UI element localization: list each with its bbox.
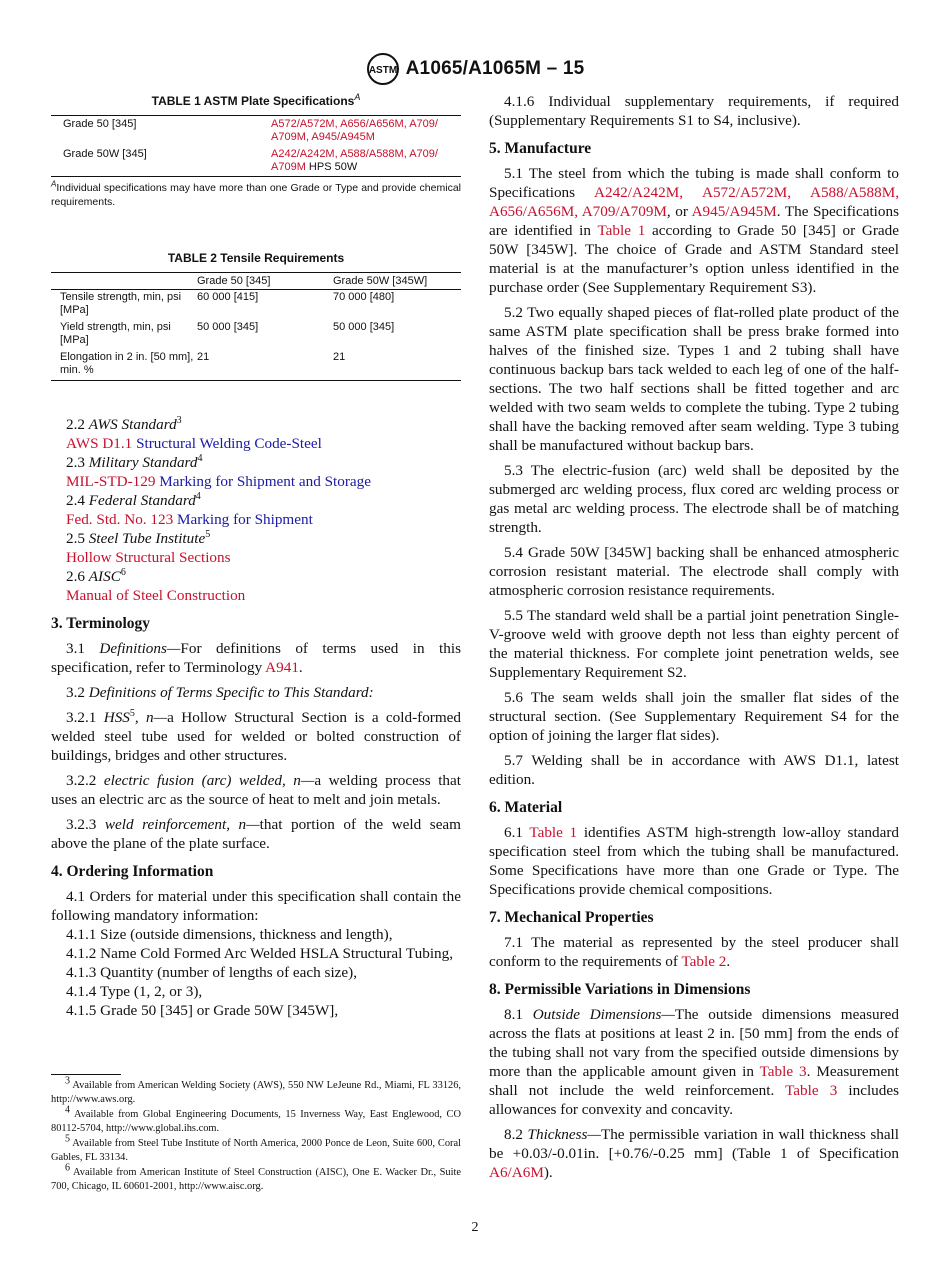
ref-mil-code-link[interactable]: MIL-STD-129 (66, 473, 156, 490)
section-heading-variations: 8. Permissible Variations in Dimensions (489, 981, 751, 998)
section-heading-mechanical: 7. Mechanical Properties (489, 909, 654, 926)
paragraph-5-4: 5.4 Grade 50W [345W] backing shall be enhanced atmospheric corrosion resistant material. The electrode shall comply with atmospheric corrosion resistance requirements. (489, 544, 899, 599)
list-item: 4.1.2 Name Cold Formed Arc Welded HSLA Structural Tubing, (66, 945, 454, 962)
paragraph-5-6: 5.6 The seam welds shall join the smaller flat sides of the structural section. (See Supplementary Requirement S4 for the option of joining the larger flat sides). (489, 689, 899, 744)
table-cell: Grade 50 [345] (63, 118, 137, 130)
table-1-caption: TABLE 1 ASTM Plate Specifications$^A$ (151, 92, 361, 108)
table-row (51, 350, 461, 381)
table-cell: Yield strength, min, psi [MPa] (60, 321, 171, 346)
list-item: 4.1.3 Quantity (number of lengths of each size), (66, 964, 358, 981)
column-header (51, 273, 197, 290)
left-column (51, 92, 461, 1020)
section-heading-terminology: 3. Terminology (51, 615, 151, 632)
table-3-link[interactable]: Table 3 (785, 1082, 838, 1099)
table-cell: Grade 50W [345] (63, 148, 147, 160)
table-cell: 60 000 [415] (197, 291, 259, 303)
table-2-link[interactable]: Table 2 (681, 953, 727, 970)
paragraph-5-7: 5.7 Welding shall be in accordance with AWS D1.1, latest edition. (489, 752, 899, 788)
paragraph-7-1: 7.1 The material as represented by the steel producer shall conform to the requirements of Table 2. (489, 934, 899, 970)
table-2-caption: TABLE 2 Tensile Requirements (167, 251, 345, 265)
list-item: 4.1.1 Size (outside dimensions, thickness and length), (66, 926, 393, 943)
spec-links[interactable]: A242/A242M, A572/A572M, A588/A588M, A656/A656M, A709/A709M (489, 184, 899, 220)
paragraph-4-1: 4.1 Orders for material under this specification shall contain the following mandatory information: (51, 888, 461, 924)
ref-sti-link[interactable]: Hollow Structural Sections (66, 549, 231, 566)
right-column (489, 92, 899, 1188)
ref-aws-item (51, 434, 461, 453)
paragraph-4-1-6: 4.1.6 Individual supplementary requirements, if required (Supplementary Requirements S1 to S4, inclusive). (489, 93, 899, 129)
footnote: $^3$ Available from American Welding Society (AWS), 550 NW LeJeune Rd., Miami, FL 33126, http://www.aws.org. (51, 1075, 462, 1105)
paragraph-5-2: 5.2 Two equally shaped pieces of flat-rolled plate product of the same ASTM plate specification shall be press brake formed into halves of the finished size. Types 1 and 2 tubing shall have continuous backup bars tack welded to each leg of one of the half-sections. The two half sections shall be fitted together and arc welded with two seam welds to complete the tubing. Type 2 tubing shall have the backing removed after seam welding. Type 3 tubing shall be manufactured without backup bars. (489, 304, 899, 454)
ref-aws-code-link[interactable]: AWS D1.1 (66, 435, 133, 452)
referenced-documents (51, 415, 461, 605)
ref-aisc-link[interactable]: Manual of Steel Construction (66, 587, 246, 604)
footnote: $^5$ Available from Steel Tube Institute of North America, 2000 Ponce de Leon, Suite 600, Coral Gables, FL 33134. (51, 1133, 461, 1163)
a941-link[interactable]: A941 (265, 659, 299, 676)
table-3-link[interactable]: Table 3 (759, 1063, 807, 1080)
table-1-footnote: $^A$Individual specifications may have more than one Grade or Type and provide chemical requirements. (51, 179, 461, 208)
table-cell: 50 000 [345] (197, 321, 259, 333)
section-heading-material: 6. Material (489, 799, 563, 816)
paragraph-6-1: 6.1 Table 1 identifies ASTM high-strength low-alloy standard specification steel from which the tubing shall be manufactured. Some Specifications have more than one Grade or Type. The Specifications provide chemical compositions. (489, 824, 899, 898)
table-cell: A242/A242M, A588/A588M, A709/ A709M HPS 50W (271, 148, 438, 173)
table-row (51, 146, 461, 177)
ref-mil-item (51, 472, 461, 491)
paragraph-3-2-1: 3.2.1 HSS$^5$, n—a Hollow Structural Section is a cold-formed welded steel tube used for welded or bolted construction of buildings, bridges and other structures. (51, 707, 461, 764)
ref-aisc-item (51, 586, 461, 605)
ref-aws-heading: 2.2 AWS Standard$^3$ (66, 414, 182, 433)
paragraph-3-2: 3.2 Definitions of Terms Specific to This Standard: (66, 684, 374, 701)
table-row (51, 320, 461, 350)
ref-aws-name[interactable]: Structural Welding Code-Steel (132, 435, 322, 452)
column-header: Grade 50W [345W] (333, 273, 461, 290)
ref-fed-heading: 2.4 Federal Standard$^4$ (66, 490, 201, 509)
ref-mil-heading: 2.3 Military Standard$^4$ (66, 452, 203, 471)
table-1 (51, 92, 461, 209)
ref-aisc-heading: 2.6 AISC$^6$ (66, 566, 126, 585)
section-heading-manufacture: 5. Manufacture (489, 140, 592, 157)
paragraph-3-1: 3.1 Definitions—For definitions of terms used in this specification, refer to Terminology A941. (51, 640, 461, 676)
document-id: A1065/A1065M – 15 (405, 58, 585, 79)
ref-fed-code-link[interactable]: Fed. Std. No. 123 (66, 511, 174, 528)
table-cell: 21 (333, 351, 346, 363)
a945-link[interactable]: A945/A945M (691, 203, 777, 220)
column-header: Grade 50 [345] (197, 273, 333, 290)
table-1-grid (51, 115, 461, 177)
table-cell: 50 000 [345] (333, 321, 395, 333)
paragraph-5-1: 5.1 The steel from which the tubing is made shall conform to Specifications A242/A242M, A572/A572M, A588/A588M, A656/A656M, A709/A709M, or A945/A945M. The Specifications are identified in Table 1 according to Grade 50 [345] or Grade 50W [345W]. The choice of Grade and ASTM Standard steel material is at the manufacturer’s option unless identified in the purchase order (See Supplementary Requirement S3). (489, 165, 899, 296)
table-cell: Tensile strength, min, psi [MPa] (60, 291, 182, 316)
list-item: 4.1.4 Type (1, 2, or 3), (66, 983, 203, 1000)
paragraph-3-2-3: 3.2.3 weld reinforcement, n—that portion of the weld seam above the plane of the plate surface. (51, 816, 461, 852)
svg-text:ASTM: ASTM (368, 65, 397, 76)
paragraph-8-1: 8.1 Outside Dimensions—The outside dimensions measured across the flats at positions at least 2 in. [50 mm] from the ends of the tubing shall not vary from the specified outside dimensions by more than the applicable amount given in Table 3. Measurement shall not include the weld reinforcement. Table 3 includes allowances for convexity and concavity. (489, 1006, 899, 1118)
table-header-row (51, 273, 461, 290)
page-number: 2 (471, 1220, 479, 1235)
spec-link[interactable]: A572/A572M, A656/A656M, A709/ A709M, A945/A945M (271, 118, 438, 143)
ref-sti-heading: 2.5 Steel Tube Institute$^5$ (66, 528, 211, 547)
ref-mil-name[interactable]: Marking for Shipment and Storage (155, 473, 371, 490)
footnotes (51, 1074, 461, 1195)
footnote-rule (51, 1074, 121, 1075)
table-cell: 70 000 [480] (333, 291, 395, 303)
ref-fed-name[interactable]: Marking for Shipment (173, 511, 313, 528)
table-cell (271, 116, 461, 147)
list-item: 4.1.5 Grade 50 [345] or Grade 50W [345W], (66, 1002, 339, 1019)
paragraph-5-3: 5.3 The electric-fusion (arc) weld shall be deposited by the submerged arc welding process, flux cored arc welding process or gas metal arc welding process. The electrode shall be of matching strength. (489, 462, 899, 536)
table-2-grid (51, 272, 461, 381)
table-1-link[interactable]: Table 1 (529, 824, 578, 841)
table-1-link[interactable]: Table 1 (597, 222, 646, 239)
footnote: $^4$ Available from Global Engineering Documents, 15 Inverness Way, East Englewood, CO 80112-5704, http://www.global.ihs.com. (51, 1104, 461, 1134)
paragraph-5-5: 5.5 The standard weld shall be a partial joint penetration Single-V-groove weld with groove depth not less than eighty percent of the material thickness. For complete joint penetration welds, see Supplementary Requirement S2. (489, 607, 899, 681)
table-cell: Elongation in 2 in. [50 mm], min. % (60, 351, 194, 376)
paragraph-3-2-2: 3.2.2 electric fusion (arc) welded, n—a welding process that uses an electric arc as the source of heat to melt and join metals. (51, 772, 461, 808)
table-row (51, 290, 461, 321)
table-row (51, 116, 461, 147)
astm-logo-icon (366, 52, 400, 86)
paragraph-8-2: 8.2 Thickness—The permissible variation in wall thickness shall be +0.03/-0.01in. [+0.76/-0.25 mm] (Table 1 of Specification A6/A6M). (489, 1126, 899, 1181)
section-heading-ordering: 4. Ordering Information (51, 863, 214, 880)
a6-link[interactable]: A6/A6M (489, 1164, 544, 1181)
spec-link[interactable]: A242/A242M, A588/A588M, A709/ A709M (271, 148, 438, 173)
table-2 (51, 249, 461, 381)
page-header (0, 52, 950, 86)
ref-fed-item (51, 510, 461, 529)
table-cell: 21 (197, 351, 210, 363)
footnote: $^6$ Available from American Institute of Steel Construction (AISC), One E. Wacker Dr., Suite 700, Chicago, IL 60601-2001, http://www.aisc.org. (51, 1162, 462, 1192)
ref-sti-item (51, 548, 461, 567)
